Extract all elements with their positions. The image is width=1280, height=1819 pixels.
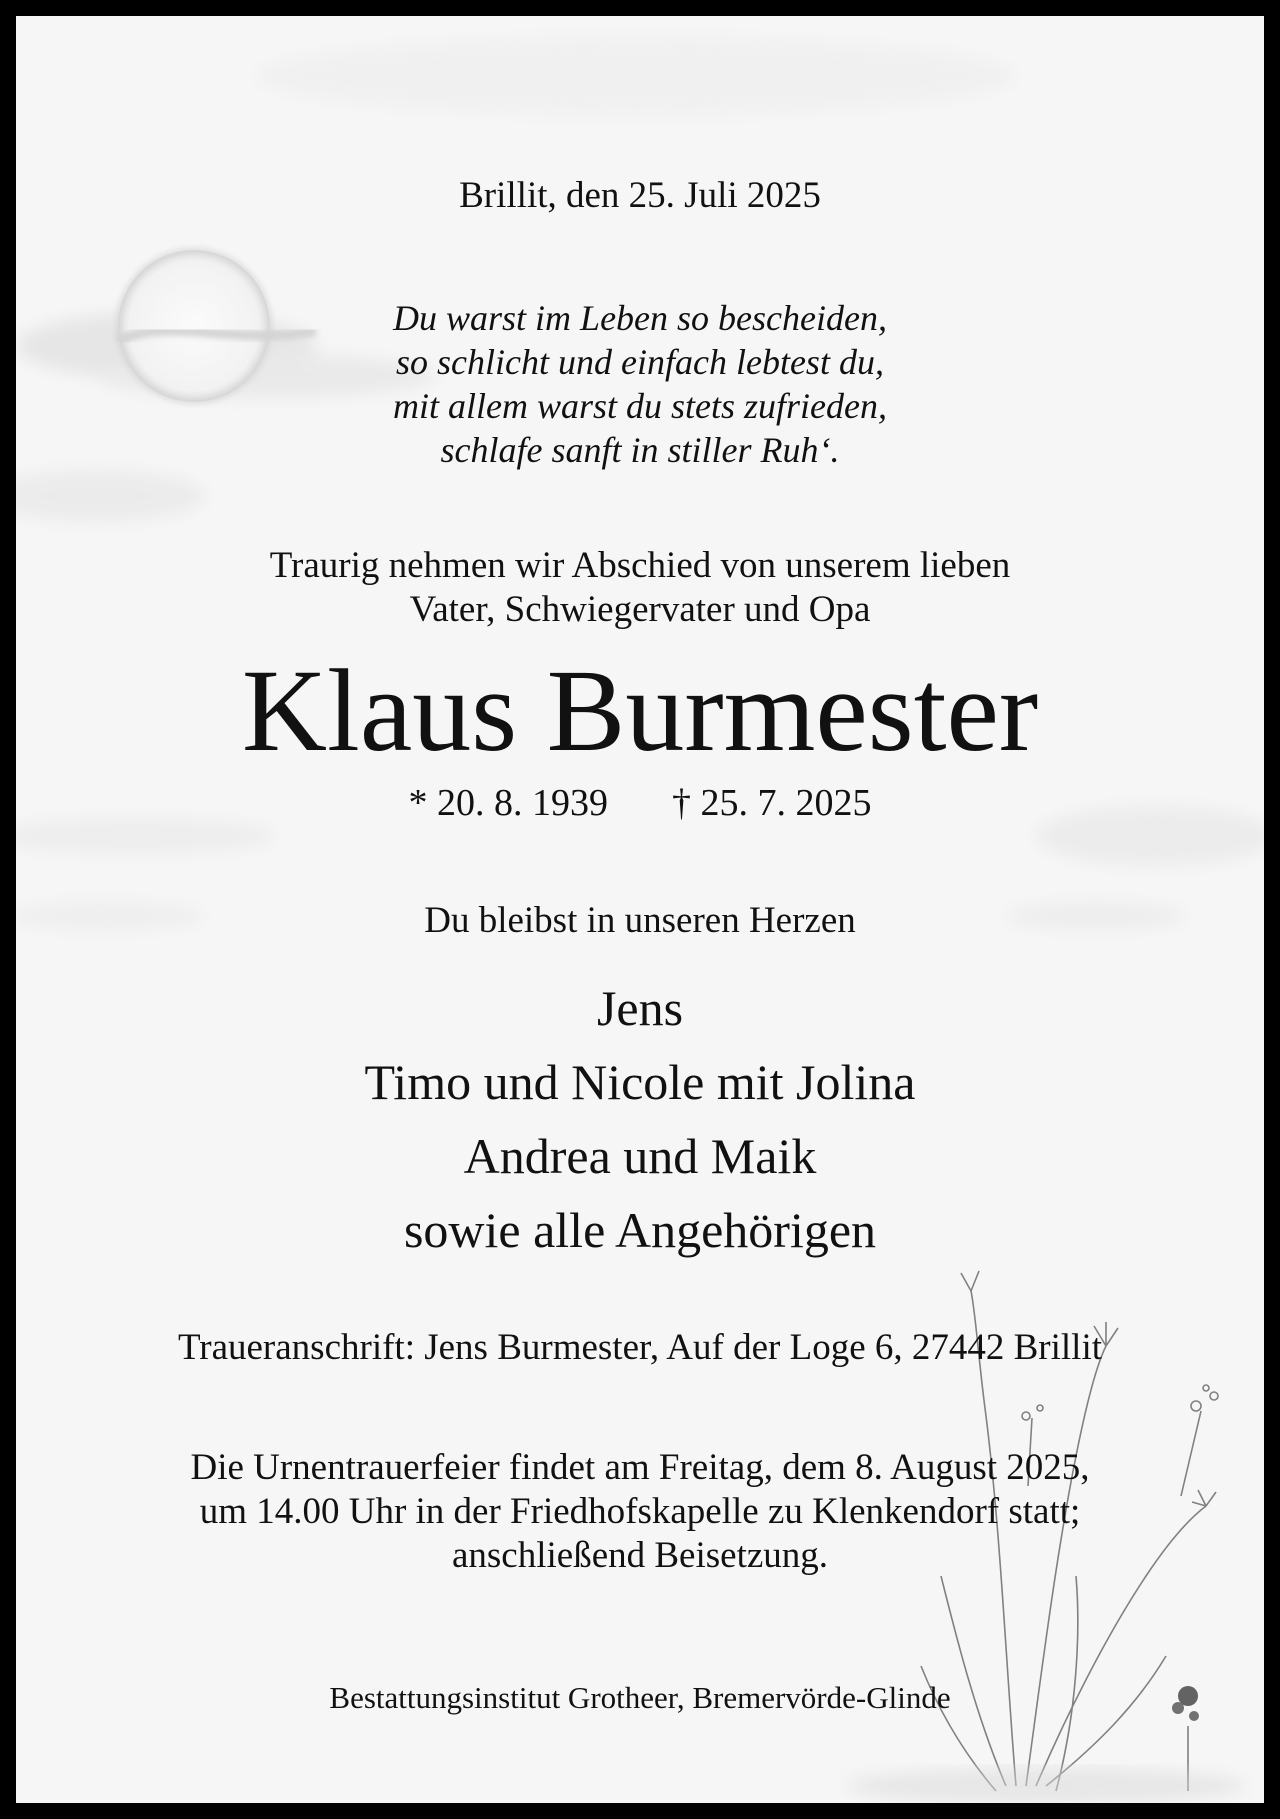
intro-line: Traurig nehmen wir Abschied von unserem lieben	[269, 545, 1011, 586]
verse-line: schlafe sanft in stiller Ruh‘.	[440, 430, 840, 470]
obituary-card	[16, 16, 1264, 1803]
ceremony-line: um 14.00 Uhr in der Friedhofskapelle zu Klenkendorf statt;	[199, 1491, 1081, 1532]
ceremony-info	[16, 1446, 1264, 1578]
undertaker: Bestattungsinstitut Grotheer, Bremervörde-Glinde	[329, 1680, 951, 1715]
ground-shadow	[846, 1768, 1246, 1803]
life-dates	[16, 781, 1264, 825]
family-list	[16, 971, 1264, 1267]
verse-line: so schlicht und einfach lebtest du,	[396, 342, 884, 382]
death-date: † 25. 7. 2025	[672, 782, 872, 824]
farewell-intro	[16, 544, 1264, 632]
family-member: sowie alle Angehörigen	[403, 1202, 877, 1258]
verse-line: mit allem warst du stets zufrieden,	[393, 386, 887, 426]
birth-date: * 20. 8. 1939	[408, 782, 608, 824]
closing-phrase: Du bleibst in unseren Herzen	[424, 900, 856, 941]
intro-line: Vater, Schwiegervater und Opa	[409, 589, 871, 630]
mourning-address: Traueranschrift: Jens Burmester, Auf der Loge 6, 27442 Brillit	[177, 1327, 1103, 1368]
ceremony-line: anschließend Beisetzung.	[451, 1535, 829, 1576]
verse-line: Du warst im Leben so bescheiden,	[393, 298, 887, 338]
memorial-verse	[16, 296, 1264, 472]
deceased-name: Klaus Burmester	[241, 645, 1039, 776]
place-and-date: Brillit, den 25. Juli 2025	[459, 175, 821, 216]
family-member: Jens	[596, 980, 684, 1036]
family-member: Timo und Nicole mit Jolina	[364, 1054, 916, 1110]
family-member: Andrea und Maik	[463, 1128, 817, 1184]
ceremony-line: Die Urnentrauerfeier findet am Freitag, dem 8. August 2025,	[190, 1447, 1090, 1488]
